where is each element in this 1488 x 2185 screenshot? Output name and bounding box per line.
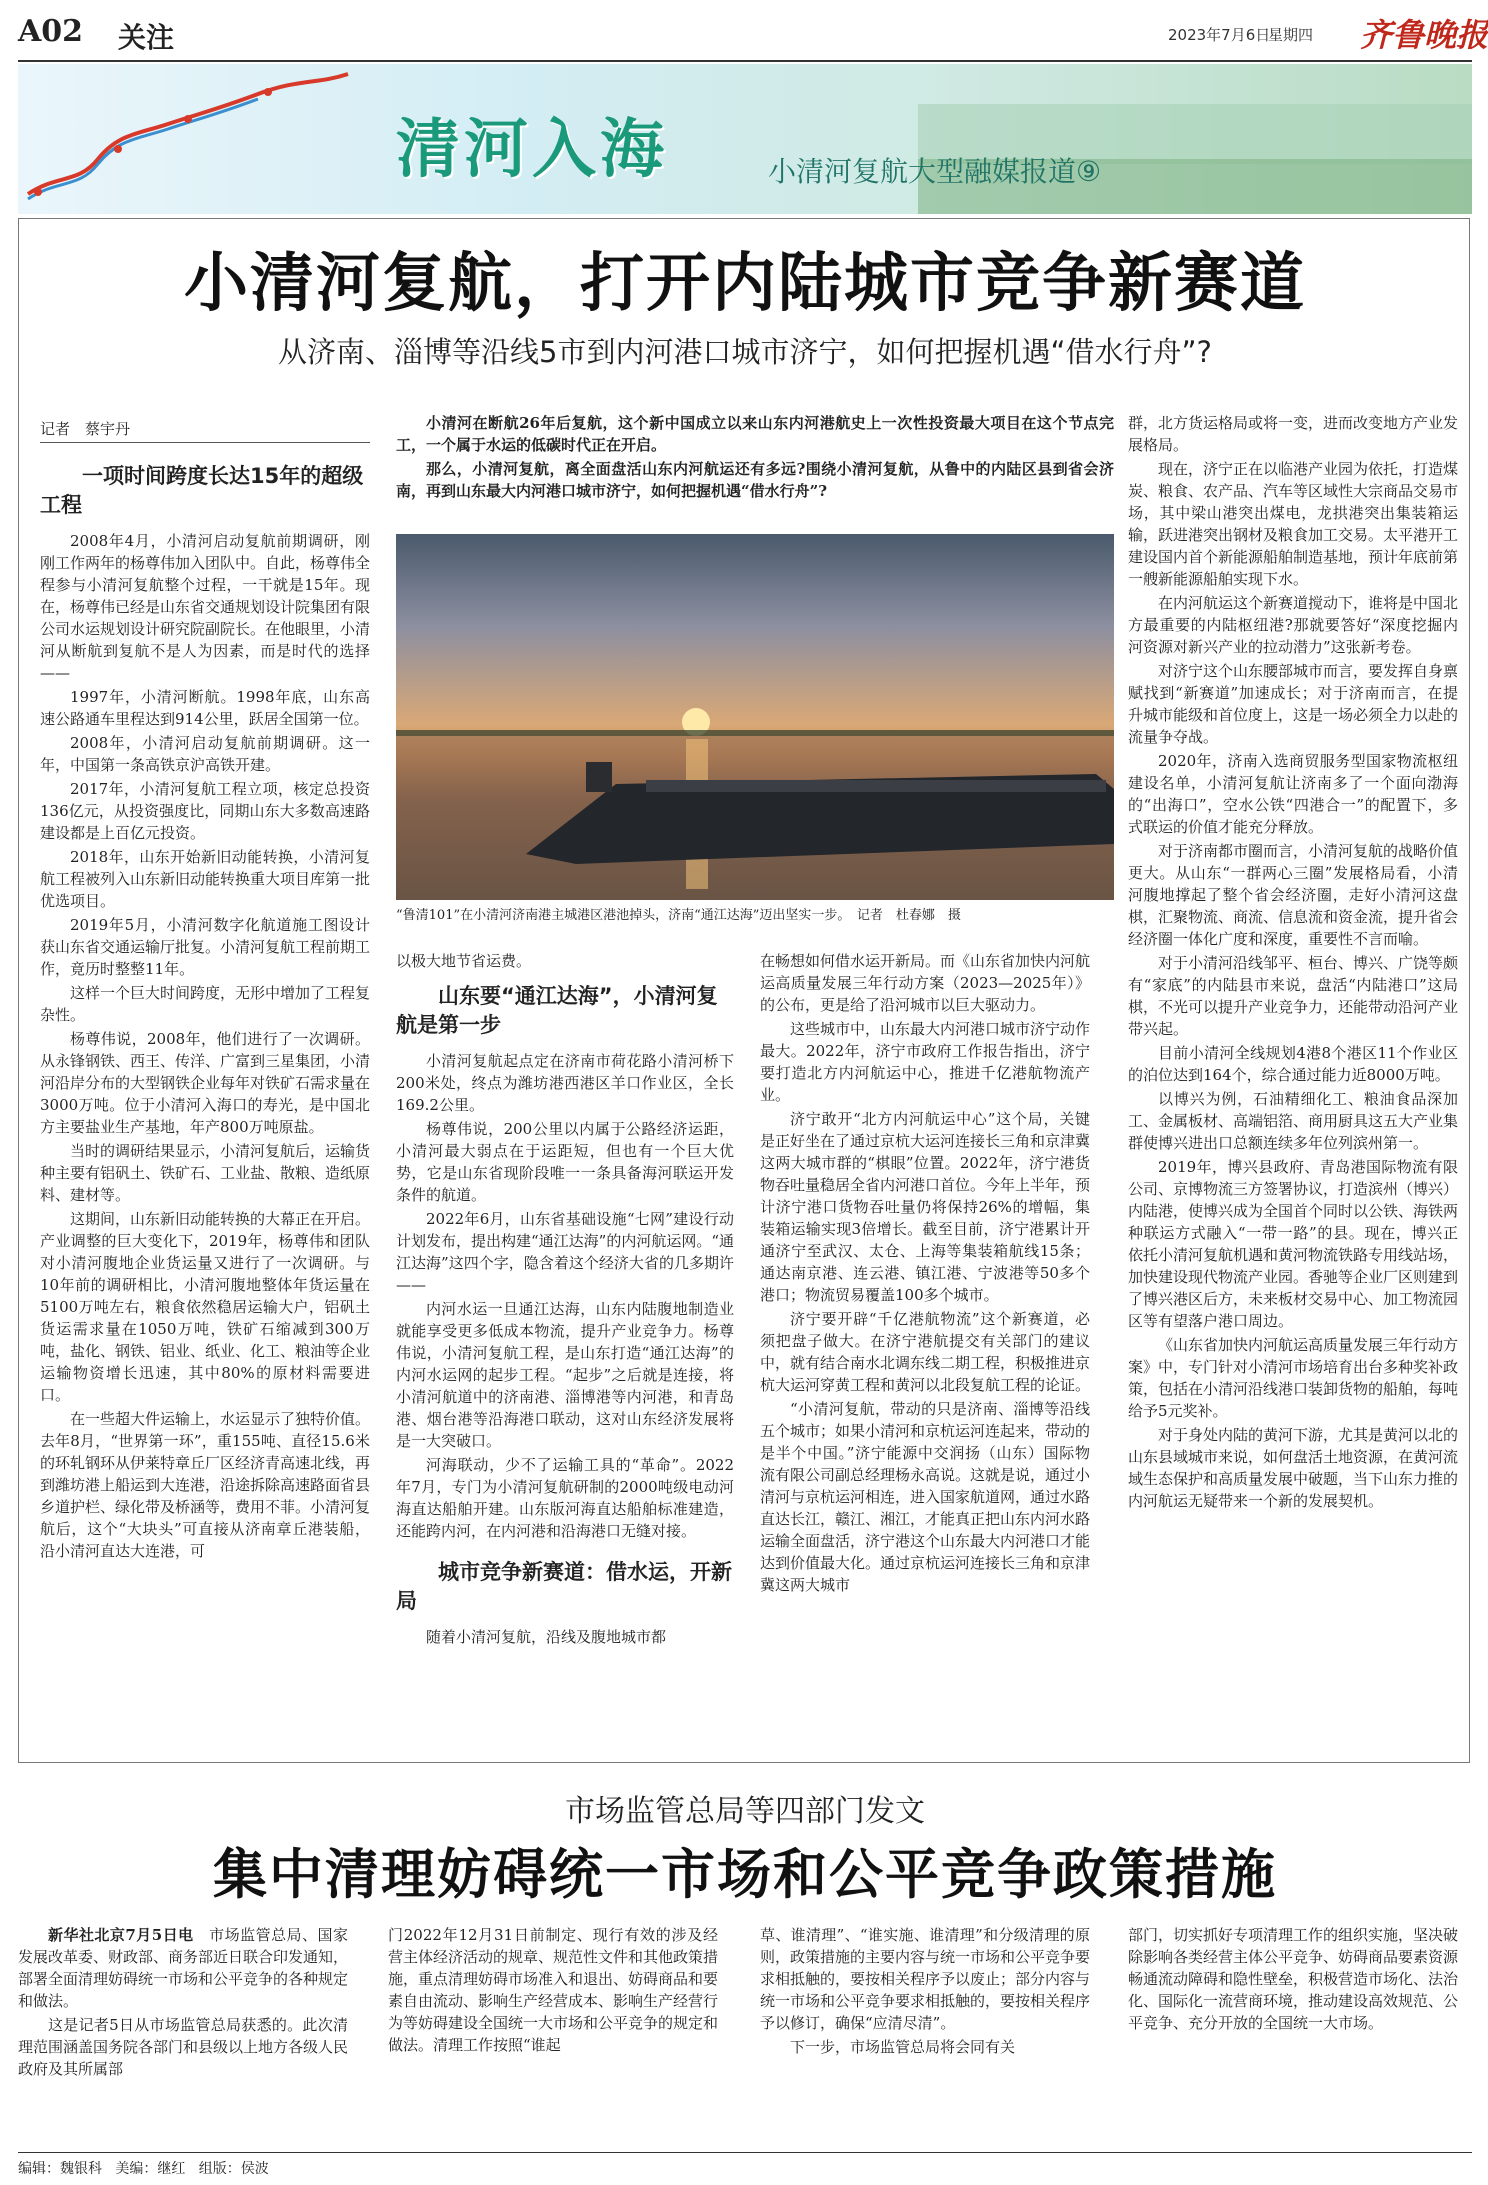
paragraph: 2019年，博兴县政府、青岛港国际物流有限公司、京博物流三方签署协议，打造滨州（博兴）内陆港，使博兴成为全国首个同时以公铁、海铁两种联运方式融入“一带一路”的县。现在，博兴正依托小清河复航机遇和黄河物流铁路专用线站场，加快建设现代物流产业园。香驰等企业厂区则建到了博兴港区后方，未来板材交易中心、加工物流园区等有望落户港口周边。 <box>1128 1158 1459 1330</box>
reed-landscape-graphic <box>918 64 1472 214</box>
layout-credit: 组版：侯波 <box>198 2161 269 2177</box>
story1-headline: 小清河复航，打开内陆城市竞争新赛道 <box>184 246 1306 321</box>
paragraph: 部门，切实抓好专项清理工作的组织实施，坚决破除影响各类经营主体公平竞争、妨碍商品要素资源畅通流动障碍和隐性壁垒，积极营造市场化、法治化、国际化一流营商环境，推动建设高效规范、公平竞争、充分开放的全国统一大市场。 <box>1128 1926 1459 2032</box>
editor-credit: 编辑：魏银科 <box>18 2161 102 2177</box>
paragraph: 内河水运一旦通江达海，山东内陆腹地制造业就能享受更多低成本物流，提升产业竞争力。杨尊伟说，小清河复航工程，是山东打造“通江达海”的内河水运网的起步工程。“起步”之后就是连接，将小清河航道中的济南港、淄博港等内河港，和青岛港、烟台港等沿海港口联动，这对山东经济发展将是一大突破口。 <box>396 1300 734 1450</box>
paragraph: 对于济南都市圈而言，小清河复航的战略价值更大。从山东“一群两心三圈”发展格局看，小清河腹地撑起了整个省会经济圈，走好小清河这盘棋，汇聚物流、商流、信息流和资金流，提升省会经济圈一体化广度和深度，重要性不言而喻。 <box>1128 842 1459 948</box>
paragraph: 下一步，市场监管总局将会同有关 <box>790 2038 1016 2056</box>
story2-column-3 <box>760 1924 1090 2060</box>
byline: 记者 蔡宇丹 <box>40 420 131 438</box>
section-name: 关注 <box>118 21 175 54</box>
paragraph: 这期间，山东新旧动能转换的大幕正在开启。产业调整的巨大变化下，2019年，杨尊伟和团队对小清河腹地企业货运量又进行了一次调研。与10年前的调研相比，小清河腹地整体年货运量在5100万吨左右，粮食依然稳居运输大户，铝矾土货运需求量在1050万吨，铁矿石缩减到300万吨，盐化、钢铁、铝业、纸业、化工、粮油等企业运输物资增长迅速，其中80%的原材料需要进口。 <box>40 1210 371 1404</box>
paragraph: 2019年5月，小清河数字化航道施工图设计获山东省交通运输厅批复。小清河复航工程前期工作，竟历时整整11年。 <box>40 916 371 978</box>
story2-column-1 <box>18 1924 348 2082</box>
story1-subheadline: 从济南、淄博等沿线5市到内河港口城市济宁，如何把握机遇“借水行舟”? <box>278 335 1212 369</box>
paragraph: 2022年6月，山东省基础设施“七网”建设行动计划发布，提出构建“通江达海”的内河航运网。“通江达海”这四个字，隐含着这个经济大省的几多期许—— <box>396 1210 735 1294</box>
footer-rule <box>18 2152 1472 2153</box>
paragraph: 在畅想如何借水运开新局。而《山东省加快内河航运高质量发展三年行动方案（2023—2025年）》的公布，更是给了沿河城市以巨大驱动力。 <box>760 952 1091 1014</box>
paragraph: 《山东省加快内河航运高质量发展三年行动方案》中，专门针对小清河市场培育出台多种奖补政策，包括在小清河沿线港口装卸货物的船舶，每吨给予5元奖补。 <box>1128 1336 1459 1420</box>
paragraph: 当时的调研结果显示，小清河复航后，运输货种主要有铝矾土、铁矿石、工业盐、散粮、造纸原料、建材等。 <box>40 1142 371 1204</box>
issue-date: 2023年7月6日 <box>1168 26 1271 44</box>
paragraph: 2008年，小清河启动复航前期调研。这一年，中国第一条高铁京沪高铁开建。 <box>40 734 370 774</box>
paragraph: 现在，济宁正在以临港产业园为依托，打造煤炭、粮食、农产品、汽车等区域性大宗商品交易市场，其中梁山港突出煤电，龙拱港突出集装箱运输，跃进港突出钢材及粮食加工交易。太平港开工建设国内首个新能源船舶制造基地，预计年底前第一艘新能源船舶实现下水。 <box>1128 460 1459 588</box>
paragraph: 这是记者5日从市场监管总局获悉的。此次清理范围涵盖国务院各部门和县级以上地方各级人民政府及其所属部 <box>18 2016 349 2078</box>
paragraph: 杨尊伟说，200公里以内属于公路经济运距，小清河最大弱点在于运距短，但也有一个巨大优势，它是山东省现阶段唯一一条具备海河联运开发条件的航道。 <box>396 1120 734 1204</box>
dateline: 新华社北京7月5日电 <box>48 1926 194 1944</box>
story1-frame <box>18 218 1470 1763</box>
paragraph: 对于身处内陆的黄河下游，尤其是黄河以北的山东县域城市来说，如何盘活土地资源，在黄河流域生态保护和高质量发展中破题，当下山东力推的内河航运无疑带来一个新的发展契机。 <box>1128 1426 1459 1510</box>
header-rule <box>18 60 1472 62</box>
paragraph: 群，北方货运格局或将一变，进而改变地方产业发展格局。 <box>1128 414 1459 454</box>
paragraph: 河海联动，少不了运输工具的“革命”。2022年7月，专门为小清河复航研制的2000吨级电动河海直达船舶开建。山东版河海直达船舶标准建造，还能跨内河，在内河港和沿海港口无缝对接。 <box>396 1456 734 1540</box>
paragraph: 2017年，小清河复航工程立项，核定总投资136亿元，从投资强度比，同期山东大多数高速路建设都是上百亿元投资。 <box>40 780 370 842</box>
paragraph: 济宁敢开“北方内河航运中心”这个局，关键是正好坐在了通过京杭大运河连接长三角和京津冀这两大城市群的“棋眼”位置。2022年，济宁港货物吞吐量稳居全省内河港口首位。今年上半年，预计济宁港口货物吞吐量仍将保持26%的增幅，集装箱运输实现3倍增长。截至目前，济宁港累计开通济宁至武汉、太仓、上海等集装箱航线15条；通达南京港、连云港、镇江港、宁波港等50多个港口；物流贸易覆盖100多个城市。 <box>760 1110 1091 1304</box>
photo-caption: “鲁清101”在小清河济南港主城港区港池掉头，济南“通江达海”迈出坚实一步。 记者 杜春娜 摄 <box>396 908 961 923</box>
paragraph: 1997年，小清河断航。1998年底，山东高速公路通车里程达到914公里，跃居全国第一位。 <box>40 688 370 728</box>
story2-kicker: 市场监管总局等四部门发文 <box>565 1794 925 1829</box>
section-heading-3: 城市竞争新赛道：借水运，开新局 <box>396 1560 732 1613</box>
banner-series-name: 小清河复航大型融媒报道⑨ <box>768 155 1102 188</box>
banner-title: 清河入海 <box>396 113 668 187</box>
masthead-logo: 齐鲁晚报 <box>1360 16 1488 54</box>
story2-headline: 集中清理妨碍统一市场和公平竞争政策措施 <box>213 1842 1277 1906</box>
paragraph: 这样一个巨大时间跨度，无形中增加了工程复杂性。 <box>40 984 371 1024</box>
paragraph: 在内河航运这个新赛道搅动下，谁将是中国北方最重要的内陆枢纽港?那就要答好“深度挖掘内河资源对新兴产业的拉动潜力”这张新考卷。 <box>1128 594 1459 656</box>
paragraph: 2008年4月，小清河启动复航前期调研，刚刚工作两年的杨尊伟加入团队中。自此，杨尊伟全程参与小清河复航整个过程，一干就是15年。现在，杨尊伟已经是山东省交通规划设计院集团有限公司水运规划设计研究院副院长。在他眼里，小清河从断航到复航不是人为因素，而是时代的选择—— <box>40 532 371 682</box>
story2-column-2 <box>388 1924 718 2058</box>
paragraph: 草、谁清理”、“谁实施、谁清理”和分级清理的原则，政策措施的主要内容与统一市场和公平竞争要求相抵触的，要按相关程序予以废止；部分内容与统一市场和公平竞争要求相抵触的，要按相关程序予以修订，确保“应清尽清”。 <box>760 1926 1091 2032</box>
paragraph: 2020年，济南入选商贸服务型国家物流枢纽建设名单，小清河复航让济南多了一个面向渤海的“出海口”，空水公铁“四港合一”的配置下，多式联运的价值才能充分释放。 <box>1128 752 1458 836</box>
paragraph: 小清河复航起点定在济南市荷花路小清河桥下200米处，终点为潍坊港西港区羊口作业区，全长169.2公里。 <box>396 1052 734 1114</box>
paragraph: 以极大地节省运费。 <box>396 952 532 970</box>
paragraph: 随着小清河复航，沿线及腹地城市都 <box>426 1628 667 1646</box>
paragraph: 2018年，山东开始新旧动能转换，小清河复航工程被列入山东新旧动能转换重大项目库第一批优选项目。 <box>40 848 371 910</box>
paragraph: 对于小清河沿线邹平、桓台、博兴、广饶等颇有“家底”的内陆县市来说，盘活“内陆港口”这局棋，不光可以提升产业竞争力，还能带动沿河产业带兴起。 <box>1128 954 1459 1038</box>
paragraph: 杨尊伟说，2008年，他们进行了一次调研。从永锋钢铁、西王、传洋、广富到三星集团，小清河沿岸分布的大型钢铁企业每年对铁矿石需求量在3000万吨。位于小清河入海口的寿光，是中国北方主要盐业生产基地，年产800万吨原盐。 <box>40 1030 371 1136</box>
paragraph: “小清河复航，带动的只是济南、淄博等沿线五个城市；如果小清河和京杭运河连起来，带动的是半个中国。”济宁能源中交润扬（山东）国际物流有限公司副总经理杨永高说。这就是说，通过小清河与京杭运河相连，进入国家航道网，通过水路直达长江，赣江、湘江，才能真正把山东内河水路运输全面盘活，济宁港这个山东最大内河港口才能达到价值最大化。通过京杭运河连接长三角和京津冀这两大城市 <box>760 1400 1091 1594</box>
page-header <box>0 0 1488 60</box>
page-number: A02 <box>18 14 84 49</box>
issue-weekday: 星期四 <box>1268 26 1314 44</box>
series-banner <box>18 64 1472 214</box>
paragraph: 门2022年12月31日前制定、现行有效的涉及经营主体经济活动的规章、规范性文件和其他政策措施，重点清理妨碍市场准入和退出、妨碍商品和要素自由流动、影响生产经营成本、影响生产经营行为等妨碍建设全国统一大市场和公平竞争的规定和做法。清理工作按照“谁起 <box>388 1926 719 2054</box>
footer-credits <box>18 2158 269 2178</box>
paragraph: 以博兴为例，石油精细化工、粮油食品深加工、金属板材、高端铝箔、商用厨具这五大产业集群使博兴进出口总额连续多年位列滨州第一。 <box>1128 1090 1459 1152</box>
paragraph: 在一些超大件运输上，水运显示了独特价值。去年8月，“世界第一环”，重155吨、直径15.6米的环轧钢环从伊莱特章丘厂区经济青高速北线，再到潍坊港上船运到大连港，沿途拆除高速路面省县乡道护栏、绿化带及桥涵等，费用不菲。小清河复航后，这个“大块头”可直接从济南章丘港装船，沿小清河直达大连港，可 <box>40 1410 371 1560</box>
paragraph-text: 市场监管总局、国家发展改革委、财政部、商务部近日联合印发通知，部署全面清理妨碍统一市场和公平竞争的各种规定和做法。 <box>18 1926 349 2010</box>
paragraph: 目前小清河全线规划4港8个港区11个作业区的泊位达到164个，综合通过能力近8000万吨。 <box>1128 1044 1458 1084</box>
section-heading-1: 一项时间跨度长达15年的超级工程 <box>40 464 364 517</box>
paragraph: 这些城市中，山东最大内河港口城市济宁动作最大。2022年，济宁市政府工作报告指出，济宁要打造北方内河航运中心，推进千亿港航物流产业。 <box>760 1020 1091 1104</box>
lead-paragraph: 小清河在断航26年后复航，这个新中国成立以来山东内河港航史上一次性投资最大项目在这个节点完工，一个属于水运的低碳时代正在开启。 <box>396 414 1114 454</box>
paragraph <box>18 1924 348 2012</box>
lead-paragraph: 那么，小清河复航，离全面盘活山东内河航运还有多远?围绕小清河复航，从鲁中的内陆区县到省会济南，再到山东最大内河港口城市济宁，如何把握机遇“借水行舟”? <box>396 460 1114 500</box>
river-map-graphic <box>18 64 418 214</box>
section-heading-2: 山东要“通江达海”，小清河复航是第一步 <box>396 984 718 1037</box>
paragraph: 对济宁这个山东腰部城市而言，要发挥自身禀赋找到“新赛道”加速成长；对于济南而言，在提升城市能级和首位度上，这是一场必须全力以赴的流量争夺战。 <box>1128 662 1459 746</box>
art-credit: 美编：继红 <box>115 2161 186 2177</box>
paragraph: 济宁要开辟“千亿港航物流”这个新赛道，必须把盘子做大。在济宁港航提交有关部门的建议中，就有结合南水北调东线二期工程，积极推进京杭大运河穿黄工程和黄河以北段复航工程的论证。 <box>760 1310 1091 1394</box>
story2-column-4 <box>1128 1924 1458 2036</box>
